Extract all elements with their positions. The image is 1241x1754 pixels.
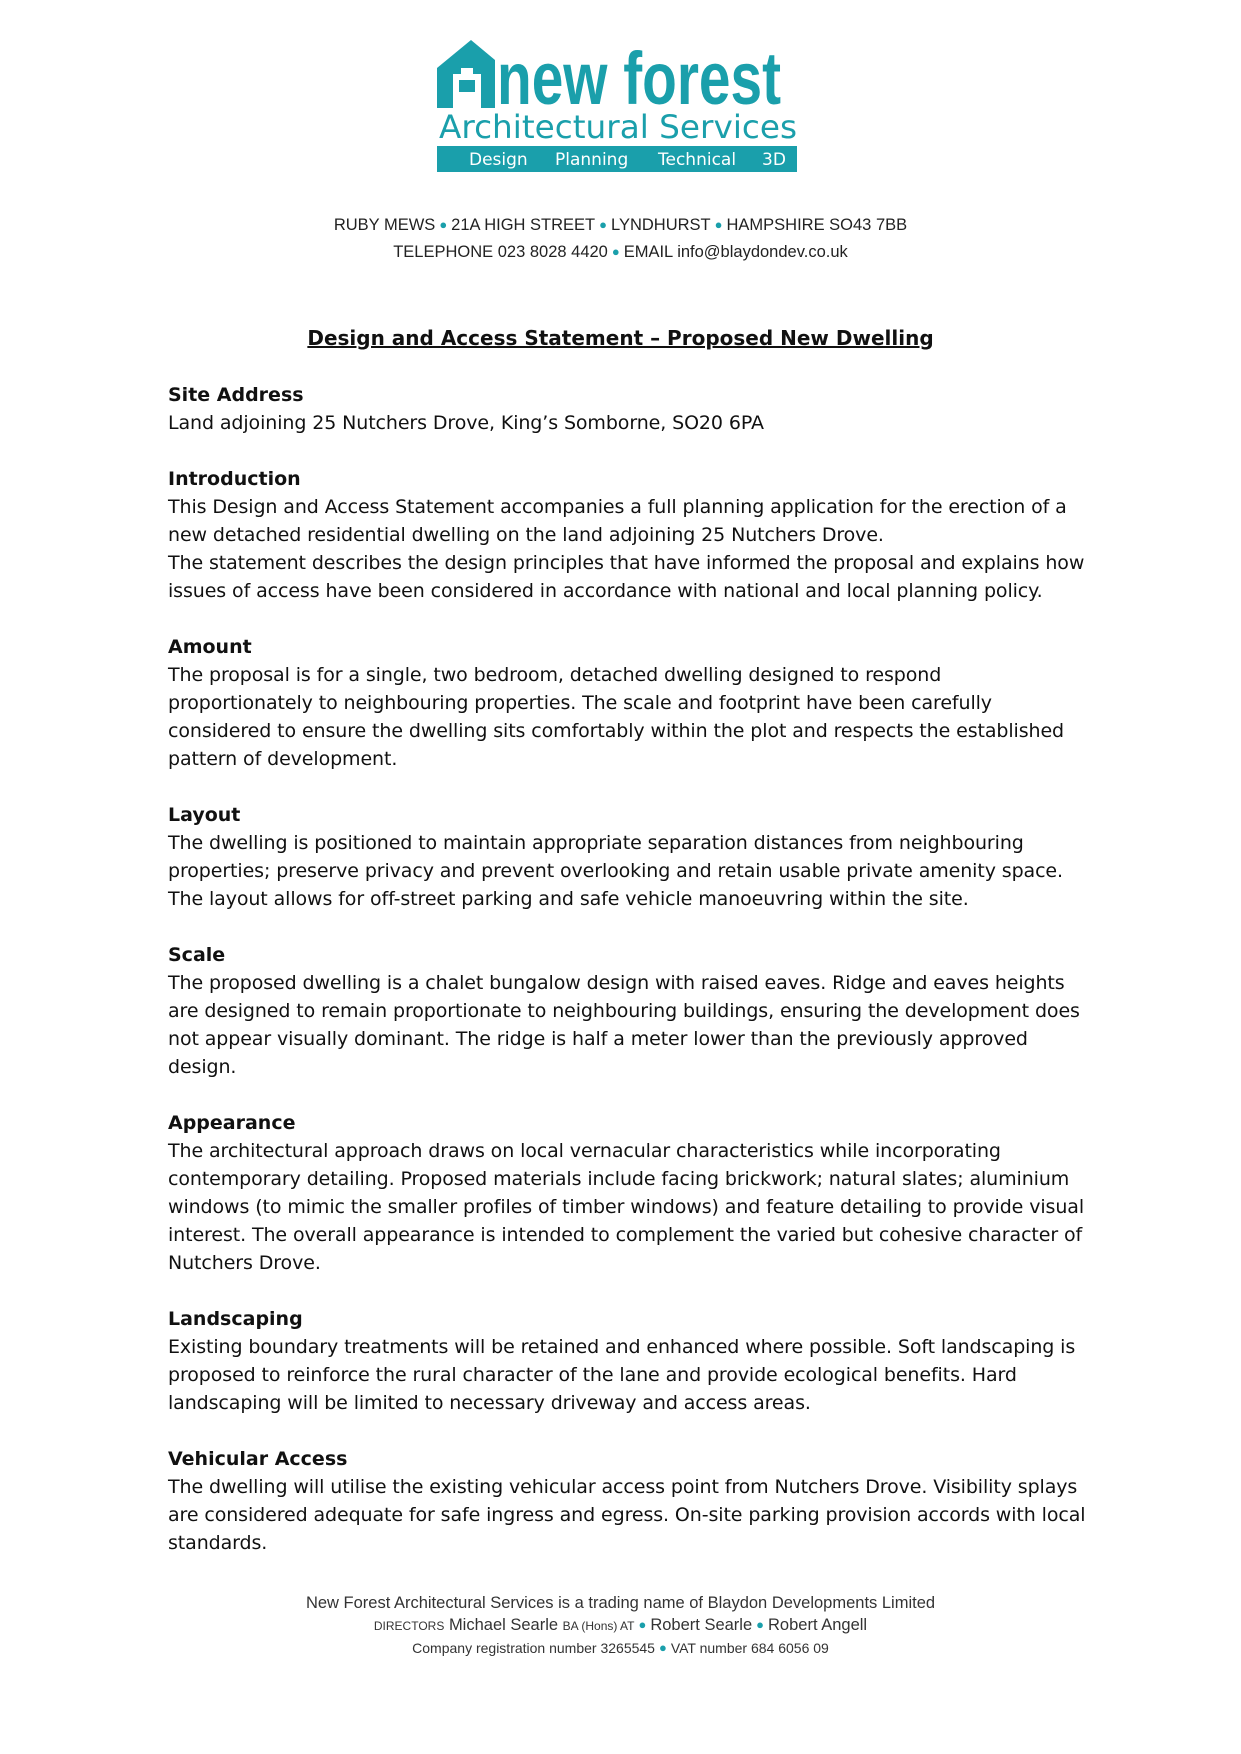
address-part: RUBY MEWS <box>333 216 436 234</box>
logo-service-planning: Planning <box>555 150 629 170</box>
directors-label: DIRECTORS <box>373 1619 445 1633</box>
section-paragraph: The architectural approach draws on local vernacular characteristics while incorporating contemporary detailing. Proposed materials include facing brickwork; natural slates; aluminium windows (to mimic the smaller profiles of timber windows) and feature detailing to provide visual interest. The overall appearance is intended to complement the varied but cohesive character of Nutchers Drove. <box>168 1140 1084 1274</box>
section-paragraph: The dwelling will utilise the existing vehicular access point from Nutchers Drove. Visibility splays are considered adequate for safe ingress and egress. On-site parking provision accords with local standards. <box>168 1476 1086 1554</box>
address-part: HAMPSHIRE SO43 7BB <box>726 216 908 234</box>
footer-directors <box>0 1616 1241 1635</box>
section-heading: Amount <box>168 636 252 658</box>
section-amount <box>168 633 1088 773</box>
logo-service-3d: 3D <box>762 150 786 170</box>
section-layout <box>168 801 1088 913</box>
email: EMAIL info@blaydondev.co.uk <box>623 243 848 261</box>
section-heading: Site Address <box>168 384 304 406</box>
section-heading: Layout <box>168 804 241 826</box>
section-paragraph: The proposed dwelling is a chalet bungalow design with raised eaves. Ridge and eaves heights are designed to remain proportionate to neighbouring buildings, ensuring the development does not appear visually dominant. The ridge is half a meter lower than the previously approved design. <box>168 972 1080 1078</box>
section-paragraph: Land adjoining 25 Nutchers Drove, King’s Somborne, SO20 6PA <box>168 412 764 434</box>
bullet-dot: ● <box>611 244 620 259</box>
logo-graphic <box>437 38 842 174</box>
section-paragraph: The proposal is for a single, two bedroom, detached dwelling designed to respond proportionately to neighbouring properties. The scale and footprint have been carefully considered to ensure the dwelling sits comfortably within the plot and respects the established pattern of development. <box>168 664 1065 770</box>
company-logo <box>437 38 842 174</box>
section-appearance <box>168 1109 1088 1277</box>
house-icon <box>437 40 495 108</box>
footer-trading-name: New Forest Architectural Services is a trading name of Blaydon Developments Limited <box>305 1594 936 1612</box>
contact-line <box>0 243 1241 262</box>
logo-subtitle-text: Architectural Services <box>439 108 797 146</box>
address-part: 21A HIGH STREET <box>451 216 596 234</box>
section-paragraph: Existing boundary treatments will be retained and enhanced where possible. Soft landscaping is proposed to reinforce the rural character of the lane and provide ecological benefits. Hard landscaping will be limited to necessary driveway and access areas. <box>168 1336 1076 1414</box>
section-vehicular-access <box>168 1445 1088 1557</box>
document-title: Design and Access Statement – Proposed New Dwelling <box>307 326 934 350</box>
section-heading: Scale <box>168 944 226 966</box>
address-line <box>0 216 1241 235</box>
director-qualifications: BA (Hons) AT <box>562 1619 635 1633</box>
director-name: Robert Searle <box>650 1616 753 1634</box>
section-heading: Appearance <box>168 1112 296 1134</box>
vat-number: VAT number 684 6056 09 <box>670 1640 829 1656</box>
logo-service-design: Design <box>469 150 528 170</box>
company-registration: Company registration number 3265545 <box>412 1640 655 1656</box>
section-scale <box>168 941 1088 1081</box>
section-heading: Landscaping <box>168 1308 303 1330</box>
director-name: Robert Angell <box>768 1616 868 1634</box>
section-landscaping <box>168 1305 1088 1417</box>
section-site-address <box>168 381 1088 437</box>
section-introduction <box>168 465 1088 605</box>
director-name: Michael Searle <box>448 1616 559 1634</box>
section-heading: Vehicular Access <box>168 1448 348 1470</box>
bullet-dot: ● <box>658 1640 667 1655</box>
bullet-dot: ● <box>599 217 607 232</box>
bullet-dot: ● <box>756 1617 765 1632</box>
bullet-dot: ● <box>638 1617 647 1632</box>
address-part: LYNDHURST <box>611 216 711 234</box>
telephone: TELEPHONE 023 8028 4420 <box>393 243 608 261</box>
section-paragraph: The statement describes the design principles that have informed the proposal and explains how issues of access have been considered in accordance with national and local planning policy. <box>168 552 1085 602</box>
section-heading: Introduction <box>168 468 301 490</box>
bullet-dot: ● <box>439 217 448 232</box>
footer-registration <box>0 1640 1241 1656</box>
logo-brand-text: new forest <box>497 38 781 120</box>
section-paragraph: The dwelling is positioned to maintain appropriate separation distances from neighbouring properties; preserve privacy and prevent overlooking and retain usable private amenity space. The layout allows for off-street parking and safe vehicle manoeuvring within the site. <box>168 832 1063 910</box>
logo-service-technical: Technical <box>658 150 737 170</box>
bullet-dot: ● <box>714 217 723 232</box>
section-paragraph: This Design and Access Statement accompanies a full planning application for the erection of a new detached residential dwelling on the land adjoining 25 Nutchers Drove. <box>168 496 1067 546</box>
